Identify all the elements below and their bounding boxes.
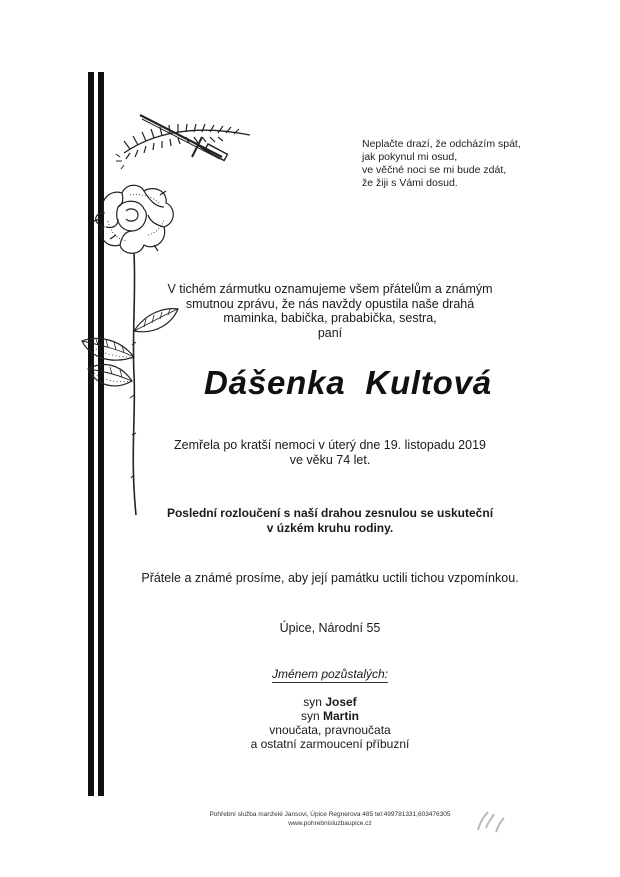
- announcement-intro: [120, 282, 540, 340]
- survivors-heading-text: Jménem pozůstalých:: [271, 667, 389, 681]
- death-line: ve věku 74 let.: [289, 453, 371, 467]
- cross-with-palm-icon: [116, 115, 250, 169]
- death-notice: [120, 438, 540, 468]
- poem-line: jak pokynul mi osud,: [362, 151, 458, 163]
- intro-line: paní: [317, 325, 343, 340]
- survivor-relation: syn: [303, 695, 322, 709]
- farewell-line: Poslední rozloučení s naší drahou zesnulou se uskuteční: [166, 506, 494, 520]
- poem-line: ve věčné noci se mi bude zdát,: [362, 164, 507, 176]
- survivors-list: [120, 695, 540, 751]
- poem-line: Neplačte drazí, že odcházím spát,: [362, 138, 521, 150]
- survivor-son-1: [120, 695, 540, 709]
- survivor-relation: syn: [300, 709, 320, 723]
- ink-smudge: [470, 808, 520, 838]
- footer-contact: Pohřební služba manželé Jansovi, Úpice Regnerova 485 tel:499781331,603476305: [209, 811, 451, 818]
- intro-line: smutnou zprávu, že nás navždy opustila naše drahá: [185, 296, 475, 311]
- intro-line: maminka, babička, prababička, sestra,: [223, 311, 437, 326]
- remembrance-request: Přátele a známé prosíme, aby její památku uctili tichou vzpomínkou.: [141, 571, 519, 585]
- farewell-notice: [120, 506, 540, 536]
- survivor-son-2: [120, 709, 540, 723]
- death-line: Zemřela po kratší nemoci v úterý dne 19. listopadu 2019: [174, 438, 486, 452]
- survivors-heading: [120, 667, 540, 681]
- family-address: Úpice, Národní 55: [279, 621, 381, 635]
- deceased-name: Dášenka Kultová: [204, 364, 492, 401]
- farewell-line: v úzkém kruhu rodiny.: [266, 521, 394, 535]
- poem: [362, 138, 521, 190]
- poem-line: že žiji s Vámi dosud.: [362, 177, 458, 189]
- intro-line: V tichém zármutku oznamujeme všem přátelům a známým: [167, 282, 493, 296]
- survivor-name: Martin: [323, 709, 360, 723]
- survivor-grandchildren: vnoučata, pravnoučata: [269, 723, 391, 737]
- survivor-name: Josef: [325, 695, 357, 709]
- footer-website: www.pohrebnisluzbaupice.cz: [288, 820, 372, 827]
- survivor-relatives: a ostatní zarmoucení příbuzní: [250, 737, 410, 751]
